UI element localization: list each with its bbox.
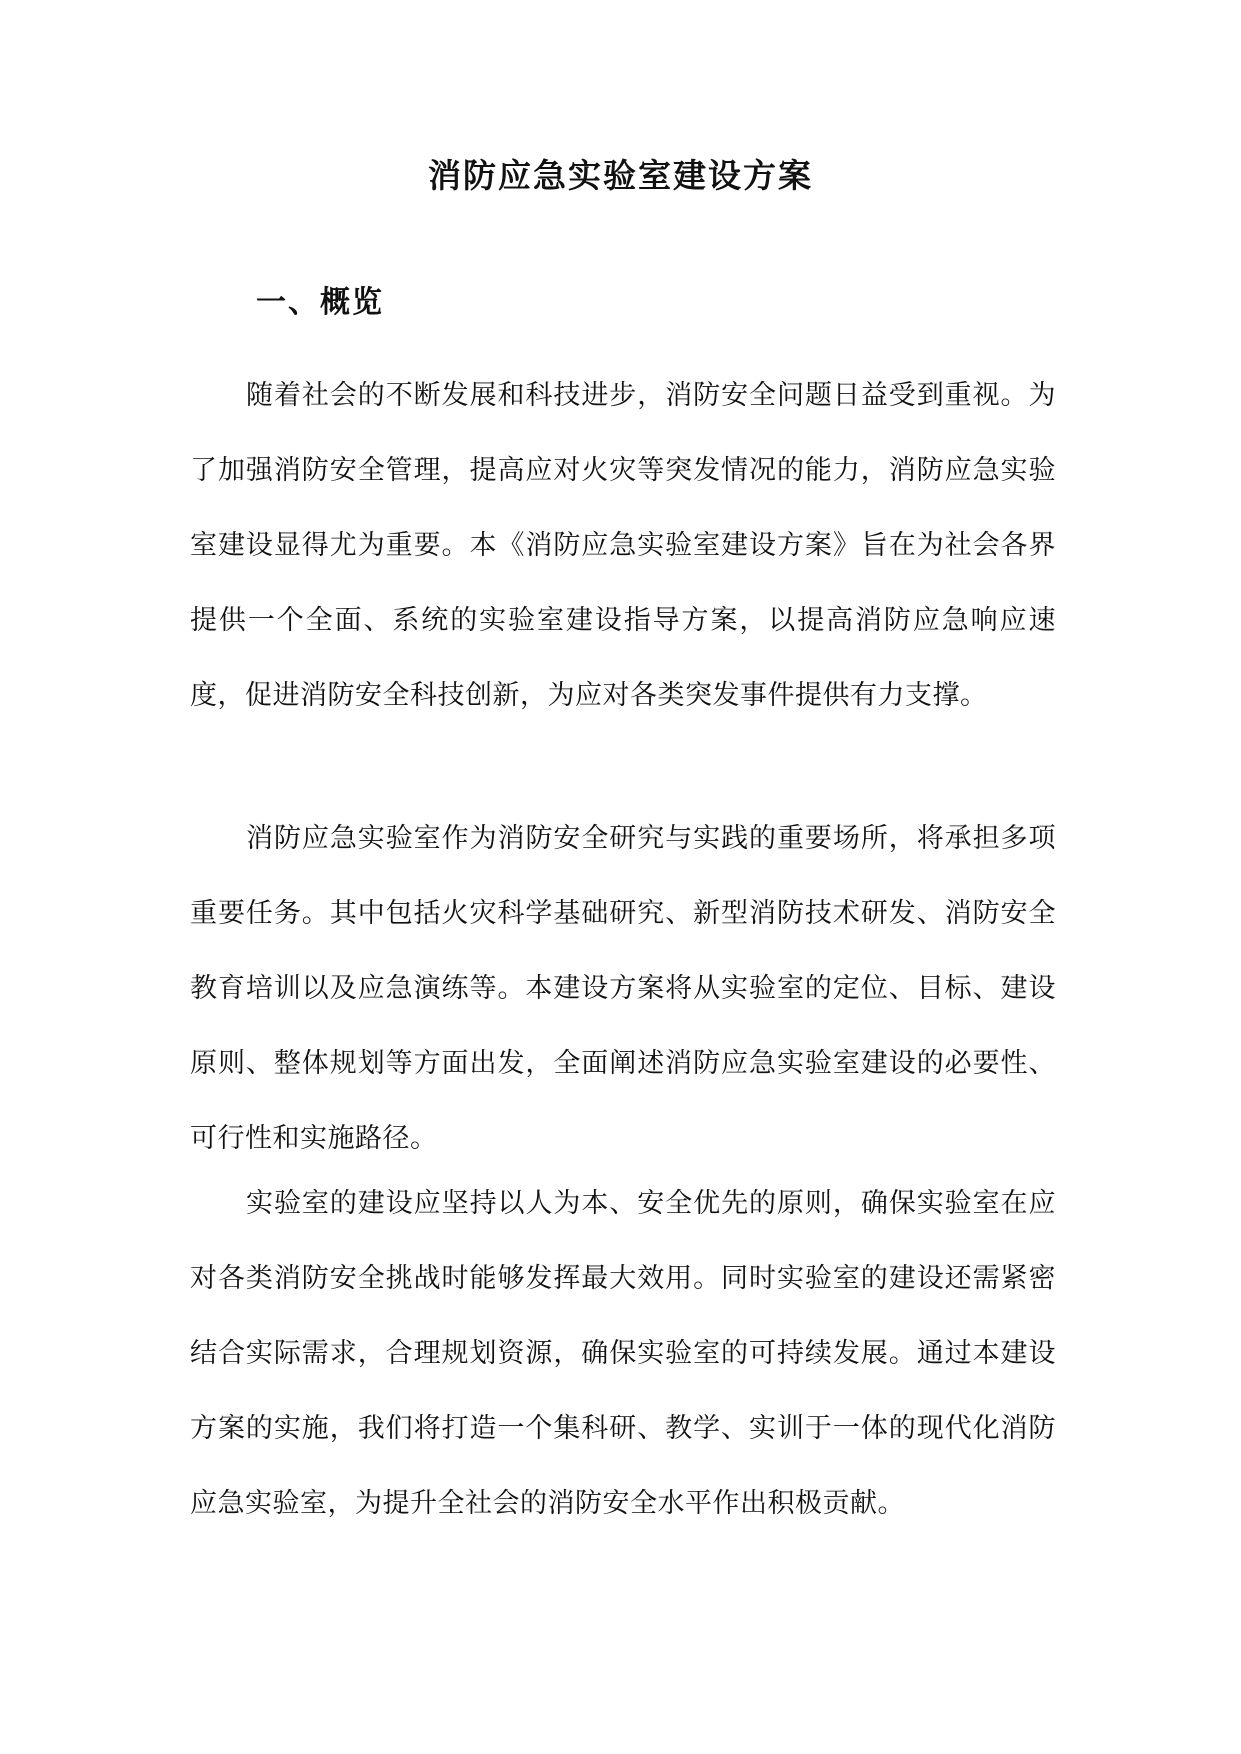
- body-paragraph: 实验室的建设应坚持以人为本、安全优先的原则，确保实验室在应对各类消防安全挑战时能够发挥最大效用。同时实验室的建设还需紧密结合实际需求，合理规划资源，确保实验室的可持续发展。通过本建设方案的实施，我们将打造一个集科研、教学、实训于一体的现代化消防应急实验室，为提升全社会的消防安全水平作出积极贡献。: [190, 1188, 1056, 1519]
- document-title: 消防应急实验室建设方案: [428, 156, 813, 195]
- section-heading-overview: 一、概览: [256, 285, 384, 320]
- body-paragraph: 随着社会的不断发展和科技进步，消防安全问题日益受到重视。为了加强消防安全管理，提高应对火灾等突发情况的能力，消防应急实验室建设显得尤为重要。本《消防应急实验室建设方案》旨在为社会各界提供一个全面、系统的实验室建设指导方案，以提高消防应急响应速度，促进消防安全科技创新，为应对各类突发事件提供有力支撑。: [190, 380, 1056, 711]
- body-paragraph: 消防应急实验室作为消防安全研究与实践的重要场所，将承担多项重要任务。其中包括火灾科学基础研究、新型消防技术研发、消防安全教育培训以及应急演练等。本建设方案将从实验室的定位、目标、建设原则、整体规划等方面出发，全面阐述消防应急实验室建设的必要性、可行性和实施路径。: [190, 823, 1056, 1154]
